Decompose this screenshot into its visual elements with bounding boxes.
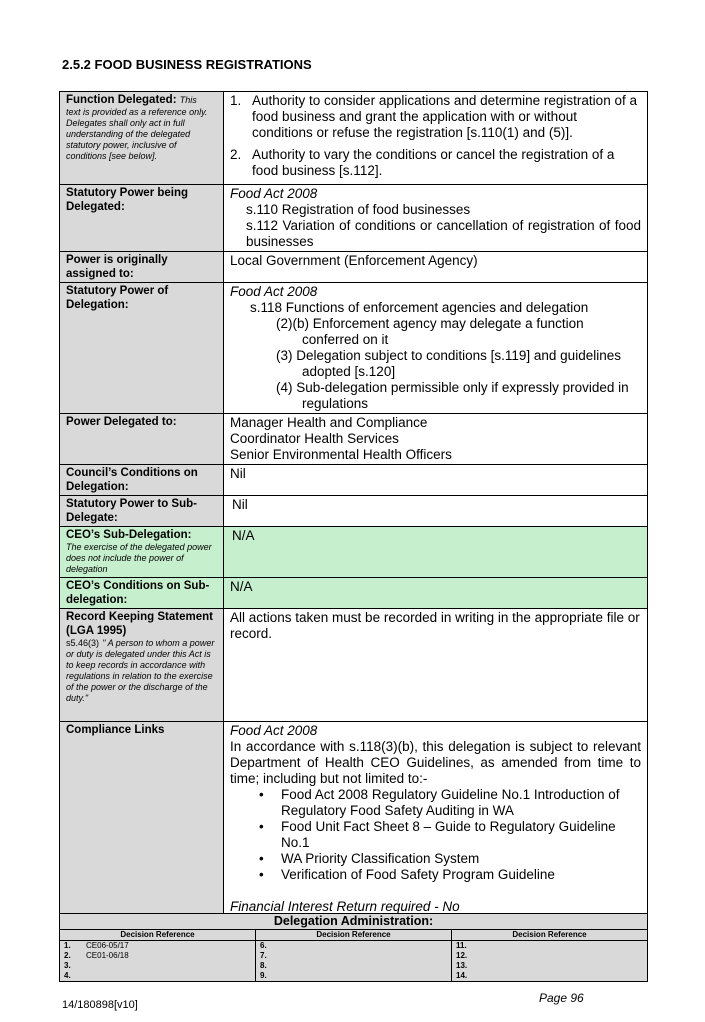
ceo-conditions-label: CEO’s Conditions on Sub-delegation: — [60, 578, 224, 609]
record-keeping-ref: s5.46(3) — [66, 638, 100, 648]
delegated-to-label: Power Delegated to: — [60, 414, 224, 465]
function-item: 1. Authority to consider applications and determine registration of a food business and grant the application with or without conditions or refuse the registration [s.110(1) and (5)]. — [230, 93, 637, 140]
admin-col-1: 1. CE06-05/17 2. CE01-06/18 3. 4. — [60, 941, 256, 982]
compliance-list — [230, 787, 641, 883]
council-conditions-value: Nil — [224, 465, 648, 496]
statutory-power-label: Statutory Power being Delegated: — [60, 185, 224, 252]
delegation-table — [59, 91, 648, 921]
delegation-admin-table — [59, 913, 648, 982]
admin-col-3: 11. 12. 13. 14. — [452, 941, 648, 982]
record-keeping-value: All actions taken must be recorded in writing in the appropriate file or record. — [224, 609, 648, 722]
ceo-conditions-value: N/A — [224, 578, 648, 609]
row-ceo-conditions — [60, 578, 648, 609]
sub-delegate-label: Statutory Power to Sub-Delegate: — [60, 496, 224, 527]
function-delegated-label: Function Delegated: This text is provided as a reference only. Delegates shall only act in full understanding of the delegated statutory power, inclusive of conditions [see below]. — [60, 92, 224, 185]
row-originally-assigned — [60, 252, 648, 283]
originally-assigned-value: Local Government (Enforcement Agency) — [224, 252, 648, 283]
function-note-inline: This — [179, 95, 197, 105]
row-council-conditions — [60, 465, 648, 496]
admin-col-header: Decision Reference — [452, 930, 648, 941]
function-note: text is provided as a reference only. Delegates shall only act in full understanding of the delegated statutory power, inclusive of conditions [see below]. — [66, 107, 208, 161]
row-compliance — [60, 722, 648, 921]
compliance-item: • Food Unit Fact Sheet 8 – Guide to Regulatory Guideline No.1 — [259, 819, 616, 850]
admin-col-2: 6. 7. 8. 9. — [256, 941, 452, 982]
council-conditions-label: Council’s Conditions on Delegation: — [60, 465, 224, 496]
sub-delegate-value: Nil — [224, 496, 648, 527]
compliance-value: Food Act 2008 In accordance with s.118(3)(b), this delegation is subject to relevant Department of Health CEO Guidelines, as amended from time to time; including but not limited to:- • Food Act 2008 Regulatory Guideline No.1 Introduction of Regulatory Food Safety Auditing in WA • Food Unit Fact Sheet 8 – Guide to Regulatory Guideline No.1 • WA Priority Classification System • Verification of Food Safety Program Guideline Financial Interest Return required - No — [224, 722, 648, 921]
record-keeping-note: " A person to whom a power or duty is delegated under this Act is to keep records in accordance with regulations in relation to the exercise of the power or the discharge of the duty." — [66, 638, 215, 703]
ceo-sub-delegation-value: N/A — [224, 527, 648, 578]
document-reference: 14/180898[v10] — [62, 999, 138, 1011]
function-delegated-value — [224, 92, 648, 185]
admin-col-header: Decision Reference — [60, 930, 256, 941]
statutory-power-value: Food Act 2008 s.110 Registration of food businesses s.112 Variation of conditions or cancellation of registration of food businesses — [224, 185, 648, 252]
section-heading: 2.5.2 FOOD BUSINESS REGISTRATIONS — [62, 57, 312, 72]
delegated-to-value: Manager Health and Compliance Coordinator Health Services Senior Environmental Health Officers — [224, 414, 648, 465]
compliance-item: • WA Priority Classification System — [259, 851, 480, 866]
function-item: 2. Authority to vary the conditions or cancel the registration of a food business [s.112]. — [230, 147, 615, 178]
power-of-delegation-label: Statutory Power of Delegation: — [60, 283, 224, 414]
compliance-label: Compliance Links — [60, 722, 224, 921]
compliance-item: • Verification of Food Safety Program Guideline — [259, 867, 555, 882]
admin-title: Delegation Administration: — [60, 914, 648, 930]
row-power-of-delegation — [60, 283, 648, 414]
row-ceo-sub-delegation — [60, 527, 648, 578]
row-delegated-to — [60, 414, 648, 465]
power-of-delegation-value: Food Act 2008 s.118 Functions of enforcement agencies and delegation (2)(b) Enforcement agency may delegate a function conferred on it (3) Delegation subject to conditions [s.119] and guidelines adopted [s.120] (4) Sub-delegation permissible only if expressly provided in regulations — [224, 283, 648, 414]
record-keeping-label: Record Keeping Statement (LGA 1995) s5.46(3) " A person to whom a power or duty is delegated under this Act is to keep records in accordance with regulations in relation to the exercise of the power or the discharge of the duty." — [60, 609, 224, 722]
row-function-delegated — [60, 92, 648, 185]
originally-assigned-label: Power is originally assigned to: — [60, 252, 224, 283]
ceo-sub-delegation-label: CEO’s Sub-Delegation: The exercise of the delegated power does not include the power of delegation — [60, 527, 224, 578]
page-number: Page 96 — [539, 991, 584, 1005]
compliance-item: • Food Act 2008 Regulatory Guideline No.1 Introduction of Regulatory Food Safety Auditing in WA — [259, 787, 620, 818]
admin-col-header: Decision Reference — [256, 930, 452, 941]
financial-interest: Financial Interest Return required - No — [230, 899, 460, 914]
row-sub-delegate — [60, 496, 648, 527]
ceo-sub-delegation-note: The exercise of the delegated power does not include the power of delegation — [66, 542, 212, 574]
row-statutory-power — [60, 185, 648, 252]
row-record-keeping — [60, 609, 648, 722]
